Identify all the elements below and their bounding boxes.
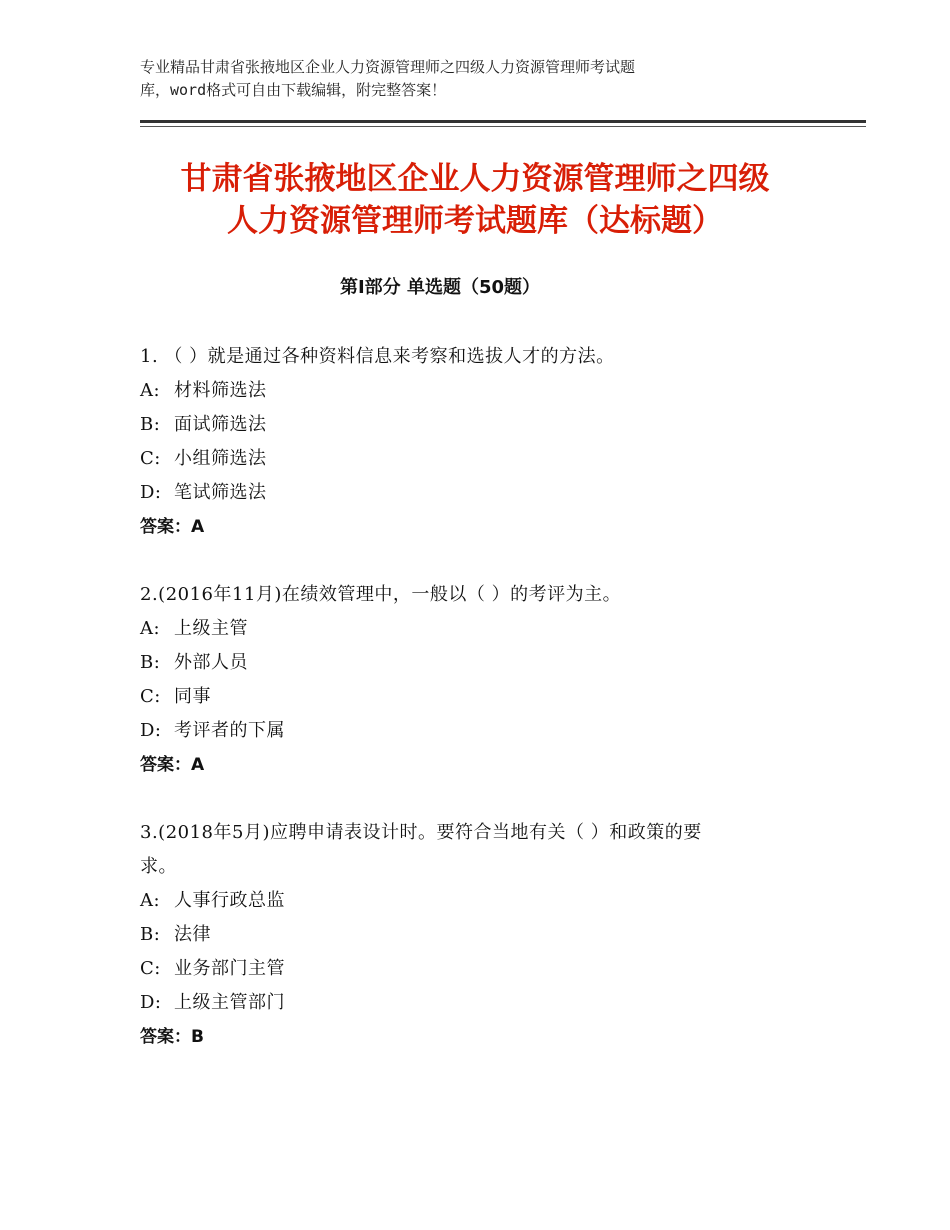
question-1 — [140, 340, 820, 544]
option-b — [140, 646, 820, 680]
option-text: 材料筛选法 — [174, 380, 267, 401]
question-stem-line: 2.(2016年11月)在绩效管理中，一般以（ ）的考评为主。 — [140, 584, 622, 605]
question-stem-line: 求。 — [140, 856, 177, 877]
option-text: 上级主管 — [174, 618, 248, 639]
header-divider-thin — [140, 126, 866, 127]
document-title — [120, 158, 830, 242]
option-letter: B: — [140, 414, 161, 435]
answer-label: 答案：A — [140, 517, 205, 537]
option-text: 法律 — [174, 924, 211, 945]
document-title-line-1: 甘肃省张掖地区企业人力资源管理师之四级 — [180, 161, 770, 197]
option-text: 小组筛选法 — [174, 448, 267, 469]
option-letter: D: — [140, 720, 162, 741]
header-note-line-1: 专业精品甘肃省张掖地区企业人力资源管理师之四级人力资源管理师考试题 — [140, 58, 636, 76]
option-letter: C: — [140, 686, 161, 707]
option-text: 上级主管部门 — [174, 992, 285, 1013]
option-letter: B: — [140, 924, 161, 945]
option-text: 考评者的下属 — [174, 720, 285, 741]
option-text: 面试筛选法 — [174, 414, 267, 435]
option-letter: D: — [140, 482, 162, 503]
option-letter: B: — [140, 652, 161, 673]
question-2 — [140, 578, 820, 782]
question-stem — [140, 578, 820, 612]
option-letter: D: — [140, 992, 162, 1013]
option-b — [140, 408, 820, 442]
question-list — [140, 340, 820, 1088]
option-text: 外部人员 — [174, 652, 248, 673]
question-stem — [140, 816, 820, 884]
option-a — [140, 374, 820, 408]
answer-label: 答案：B — [140, 1027, 204, 1047]
option-c — [140, 442, 820, 476]
option-text: 业务部门主管 — [174, 958, 285, 979]
option-a — [140, 612, 820, 646]
question-stem-line: 1. （ ）就是通过各种资料信息来考察和选拔人才的方法。 — [140, 346, 615, 367]
question-3 — [140, 816, 820, 1054]
option-letter: A: — [140, 890, 161, 911]
option-letter: C: — [140, 958, 161, 979]
document-title-line-2: 人力资源管理师考试题库（达标题） — [227, 203, 723, 239]
section-title: 第Ⅰ部分 单选题（50题） — [339, 277, 540, 298]
option-text: 同事 — [174, 686, 211, 707]
answer-label: 答案：A — [140, 755, 205, 775]
question-stem-line: 3.(2018年5月)应聘申请表设计时。要符合当地有关（ ）和政策的要 — [140, 822, 702, 843]
header-divider-thick — [140, 120, 866, 123]
header-note-line-2: 库，word格式可自由下载编辑，附完整答案！ — [140, 81, 447, 99]
option-letter: C: — [140, 448, 161, 469]
option-letter: A: — [140, 618, 161, 639]
option-a — [140, 884, 820, 918]
option-c — [140, 952, 820, 986]
option-text: 人事行政总监 — [174, 890, 285, 911]
option-d — [140, 476, 820, 510]
option-d — [140, 986, 820, 1020]
header-note — [140, 56, 780, 102]
option-text: 笔试筛选法 — [174, 482, 267, 503]
option-letter: A: — [140, 380, 161, 401]
question-stem — [140, 340, 820, 374]
option-b — [140, 918, 820, 952]
option-c — [140, 680, 820, 714]
option-d — [140, 714, 820, 748]
